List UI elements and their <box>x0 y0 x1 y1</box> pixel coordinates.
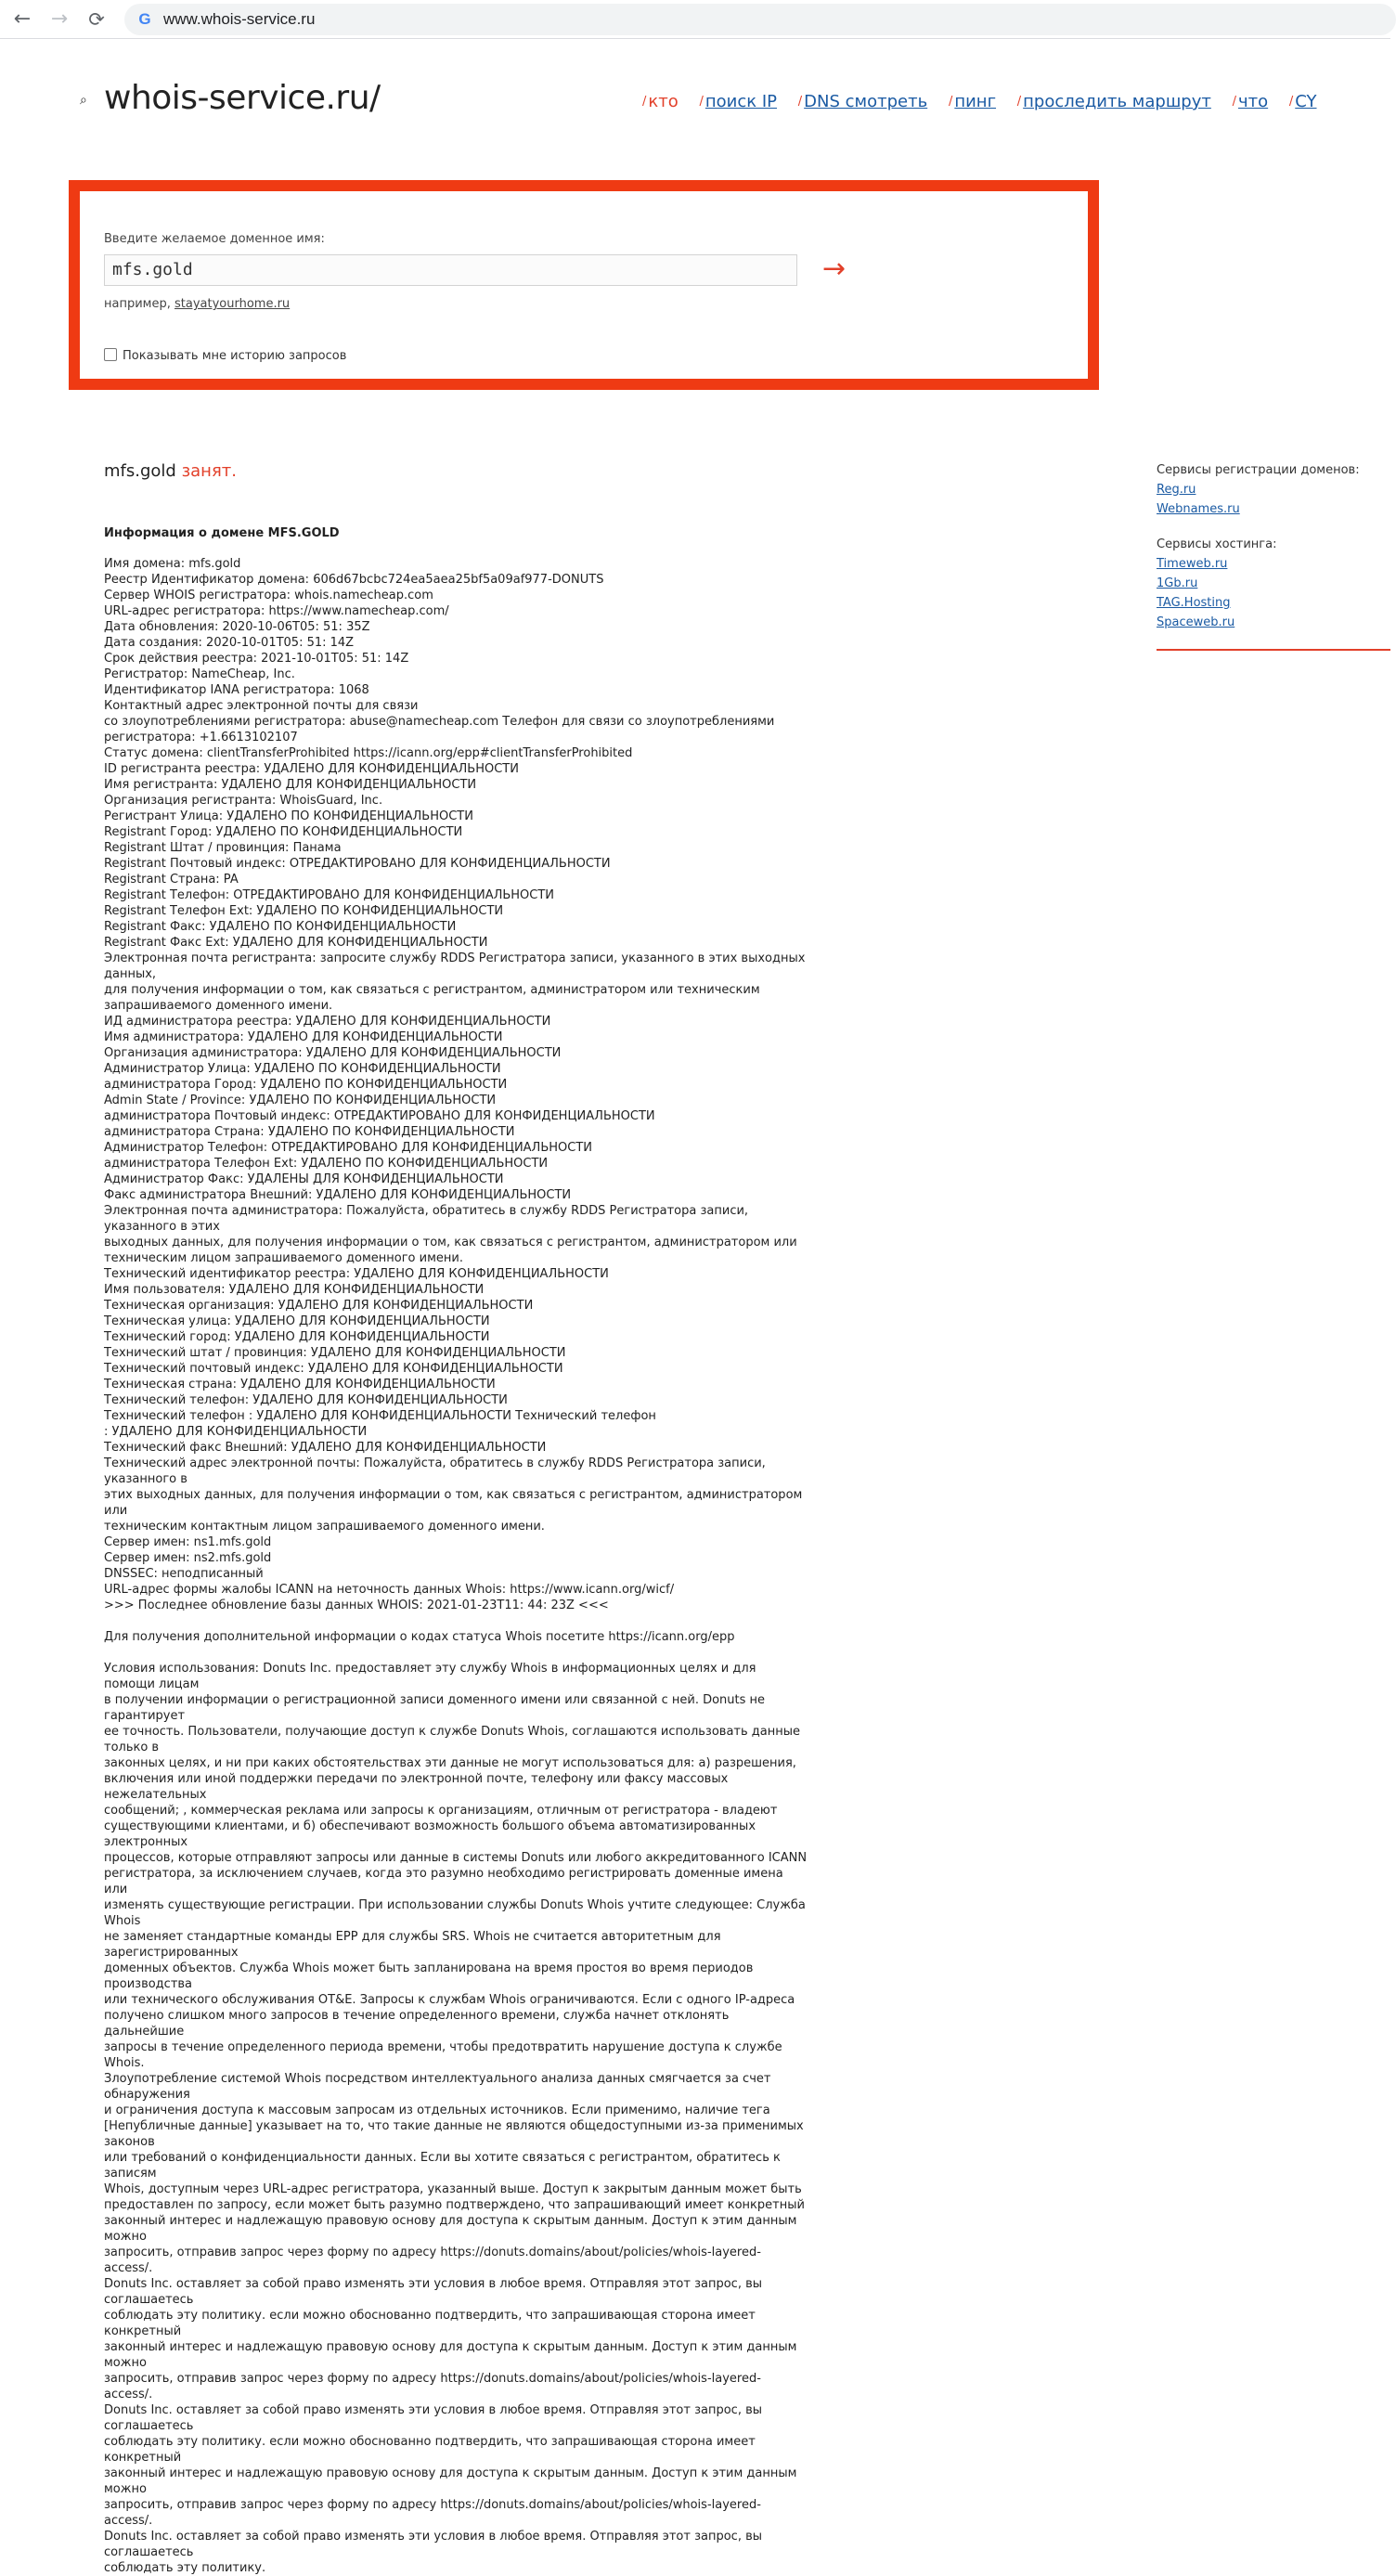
whois-line: администратора Город: УДАЛЕНО ПО КОНФИДЕНЦИАЛЬНОСТИ <box>104 1078 508 1092</box>
whois-line: включения или иной поддержки передачи по электронной почте, телефону или факсу массовых нежелательных <box>104 1772 732 1802</box>
whois-line: со злоупотреблениями регистратора: abuse@namecheap.com Телефон для связи со злоупотреблениями <box>104 715 775 729</box>
nav-link-ip-search[interactable]: / поиск IP <box>699 92 778 111</box>
nav-label: DNS смотреть <box>804 92 928 111</box>
example-link[interactable]: stayatyourhome.ru <box>174 297 291 311</box>
whois-line: Имя регистранта: УДАЛЕНО ДЛЯ КОНФИДЕНЦИАЛЬНОСТИ <box>104 778 477 792</box>
whois-line: Злоупотребление системой Whois посредством интеллектуального анализа данных смягчается за счет обнаружения <box>104 2072 775 2102</box>
whois-line: техническим контактным лицом запрашиваемого доменного имени. <box>104 1520 545 1534</box>
whois-line: Дата обновления: 2020-10-06T05: 51: 35Z <box>104 620 370 634</box>
address-bar[interactable] <box>124 4 1396 35</box>
whois-line: законный интерес и надлежащую правовую основу для доступа к скрытым данным. Доступ к этим данным можно <box>104 2340 801 2370</box>
whois-line: доменных объектов. Служба Whois может быть запланирована на время простоя во время периодов производства <box>104 1961 757 1991</box>
whois-line: URL-адрес формы жалобы ICANN на неточность данных Whois: https://www.icann.org/wicf/ <box>104 1583 675 1597</box>
whois-line: Registrant Факс: УДАЛЕНО ПО КОНФИДЕНЦИАЛЬНОСТИ <box>104 920 457 934</box>
whois-line: для получения информации о том, как связаться с регистрантом, администратором или техническим <box>104 983 760 997</box>
whois-line: Идентификатор IANA регистратора: 1068 <box>104 683 369 697</box>
whois-line: [Непубличные данные] указывает на то, что такие данные не являются общедоступными из-за применимых законов <box>104 2119 808 2149</box>
whois-line: Для получения дополнительной информации о кодах статуса Whois посетите https://icann.org/epp <box>104 1630 735 1644</box>
whois-line: запросить, отправив запрос через форму по адресу https://donuts.domains/about/policies/whois-layered-access/. <box>104 2372 761 2401</box>
whois-line: URL-адрес регистратора: https://www.namecheap.com/ <box>104 604 449 618</box>
whois-line: Срок действия реестра: 2021-10-01T05: 51: 14Z <box>104 652 409 666</box>
nav-link-ping[interactable]: / пинг <box>948 92 997 111</box>
whois-line: Registrant Город: УДАЛЕНО ПО КОНФИДЕНЦИАЛЬНОСТИ <box>104 825 463 839</box>
whois-line: Registrant Телефон: ОТРЕДАКТИРОВАНО ДЛЯ КОНФИДЕНЦИАЛЬНОСТИ <box>104 888 555 902</box>
whois-line: администратора Телефон Ext: УДАЛЕНО ПО КОНФИДЕНЦИАЛЬНОСТИ <box>104 1157 549 1171</box>
whois-line: Donuts Inc. оставляет за собой право изменять эти условия в любое время. Отправляя этот запрос, вы соглашаетесь <box>104 2403 767 2433</box>
whois-line: Registrant Телефон Ext: УДАЛЕНО ПО КОНФИДЕНЦИАЛЬНОСТИ <box>104 904 504 918</box>
whois-line: запросы в течение определенного периода времени, чтобы предотвратить нарушение доступа к службе Whois. <box>104 2040 786 2070</box>
nav-label: что <box>1238 92 1269 111</box>
result-status: занят. <box>181 461 237 481</box>
whois-line: Технический идентификатор реестра: УДАЛЕНО ДЛЯ КОНФИДЕНЦИАЛЬНОСТИ <box>104 1267 609 1281</box>
whois-line: Техническая улица: УДАЛЕНО ДЛЯ КОНФИДЕНЦИАЛЬНОСТИ <box>104 1314 490 1328</box>
whois-line: регистратора, за исключением случаев, когда это разумно необходимо регистрировать доменные имена или <box>104 1867 787 1896</box>
whois-line: Электронная почта регистранта: запросите службу RDDS Регистратора записи, указанного в этих выходных данных, <box>104 951 809 981</box>
whois-line: Donuts Inc. оставляет за собой право изменять эти условия в любое время. Отправляя этот запрос, вы соглашаетесь <box>104 2530 767 2559</box>
nav-label: кто <box>648 92 679 111</box>
sidebar-link-tag-hosting[interactable]: TAG.Hosting <box>1157 596 1231 610</box>
whois-line: Администратор Факс: УДАЛЕНЫ ДЛЯ КОНФИДЕНЦИАЛЬНОСТИ <box>104 1172 504 1186</box>
whois-line: Электронная почта администратора: Пожалуйста, обратитесь в службу RDDS Регистратора записи, указанного в этих <box>104 1204 753 1234</box>
whois-line: законный интерес и надлежащую правовую основу для доступа к скрытым данным. Доступ к этим данным можно <box>104 2214 801 2244</box>
top-navigation <box>642 90 1333 114</box>
whois-line: администратора Почтовый индекс: ОТРЕДАКТИРОВАНО ДЛЯ КОНФИДЕНЦИАЛЬНОСТИ <box>104 1109 655 1123</box>
whois-line: этих выходных данных, для получения информации о том, как связаться с регистрантом, администратором или <box>104 1488 807 1518</box>
whois-line: Registrant Страна: PA <box>104 873 239 887</box>
whois-line: >>> Последнее обновление базы данных WHOIS: 2021-01-23T11: 44: 23Z <<< <box>104 1599 609 1612</box>
whois-line <box>104 1613 809 1629</box>
whois-line: или требований о конфиденциальности данных. Если вы хотите связаться с регистрантом, обратитесь к записям <box>104 2151 784 2181</box>
result-heading <box>104 460 237 483</box>
whois-line: запросить, отправив запрос через форму по адресу https://donuts.domains/about/policies/whois-layered-access/. <box>104 2246 761 2275</box>
submit-arrow-icon[interactable]: → <box>822 252 847 285</box>
url-text[interactable]: www.whois-service.ru <box>163 10 316 28</box>
whois-line: Сервер имен: ns1.mfs.gold <box>104 1535 272 1549</box>
magnifier-icon: ⌕ <box>80 93 87 108</box>
whois-line: предоставлен по запросу, если может быть разумно подтверждено, что запрашивающий имеет конкретный <box>104 2198 805 2212</box>
sidebar-link-reg-ru[interactable]: Reg.ru <box>1157 483 1196 497</box>
domain-info-title: Информация о домене MFS.GOLD <box>104 526 340 540</box>
domain-input[interactable]: mfs.gold <box>104 254 797 286</box>
whois-line: Сервер WHOIS регистратора: whois.namecheap.com <box>104 589 433 602</box>
nav-label: пинг <box>954 92 997 111</box>
whois-line: существующими клиентами, и б) обеспечивают возможность большого объема автоматизированных электронных <box>104 1819 760 1849</box>
whois-line: запросить, отправив запрос через форму по адресу https://donuts.domains/about/policies/whois-layered-access/. <box>104 2498 761 2528</box>
nav-label: проследить маршрут <box>1023 92 1211 111</box>
whois-line: законный интерес и надлежащую правовую основу для доступа к скрытым данным. Доступ к этим данным можно <box>104 2466 801 2496</box>
sidebar-link-1gb[interactable]: 1Gb.ru <box>1157 576 1198 590</box>
whois-line: получено слишком много запросов в течение определенного времени, служба начнет отклонять дальнейшие <box>104 2009 733 2039</box>
nav-link-dns[interactable]: / DNS смотреть <box>797 92 928 111</box>
whois-line: Registrant Штат / провинция: Панама <box>104 841 342 855</box>
whois-line: Имя домена: mfs.gold <box>104 557 241 571</box>
whois-record <box>104 556 809 2576</box>
whois-line: ИД администратора реестра: УДАЛЕНО ДЛЯ КОНФИДЕНЦИАЛЬНОСТИ <box>104 1015 551 1029</box>
hosting-heading: Сервисы хостинга: <box>1157 537 1277 551</box>
whois-line: Дата создания: 2020-10-01T05: 51: 14Z <box>104 636 355 650</box>
domain-search-form <box>69 180 1099 390</box>
whois-line: техническим лицом запрашиваемого доменного имени. <box>104 1251 463 1265</box>
whois-line: Реестр Идентификатор домена: 606d67bcbc724ea5aea25bf5a09af977-DONUTS <box>104 573 604 587</box>
whois-line: сообщений; , коммерческая реклама или запросы к организациям, отличным от регистратора - владеют <box>104 1804 778 1818</box>
reload-icon[interactable]: ⟳ <box>88 8 105 31</box>
whois-line: Donuts Inc. оставляет за собой право изменять эти условия в любое время. Отправляя этот запрос, вы соглашаетесь <box>104 2277 767 2307</box>
whois-line: Admin State / Province: УДАЛЕНО ПО КОНФИДЕНЦИАЛЬНОСТИ <box>104 1094 497 1107</box>
whois-line: : УДАЛЕНО ДЛЯ КОНФИДЕНЦИАЛЬНОСТИ <box>104 1425 368 1439</box>
google-icon: G <box>138 10 151 28</box>
back-arrow-icon[interactable]: ← <box>13 7 32 31</box>
whois-line: Имя администратора: УДАЛЕНО ДЛЯ КОНФИДЕНЦИАЛЬНОСТИ <box>104 1030 503 1044</box>
example-prefix: например, <box>104 297 174 311</box>
whois-line: Организация администратора: УДАЛЕНО ДЛЯ КОНФИДЕНЦИАЛЬНОСТИ <box>104 1046 562 1060</box>
search-label: Введите желаемое доменное имя: <box>104 232 325 246</box>
registrars-heading: Сервисы регистрации доменов: <box>1157 463 1360 477</box>
whois-line: соблюдать эту политику. если можно обоснованно подтвердить, что запрашивающая сторона имеет конкретный <box>104 2435 759 2465</box>
nav-label: CY <box>1295 92 1317 111</box>
whois-line: не заменяет стандартные команды EPP для службы SRS. Whois не считается авторитетным для зарегистрированных <box>104 1930 725 1960</box>
whois-line: Технический телефон: УДАЛЕНО ДЛЯ КОНФИДЕНЦИАЛЬНОСТИ <box>104 1393 508 1407</box>
whois-line: или технического обслуживания OT&E. Запросы к службам Whois ограничиваются. Если с одного IP-адреса <box>104 1993 795 2007</box>
whois-line: Статус домена: clientTransferProhibited https://icann.org/epp#clientTransferProhibited <box>104 746 633 760</box>
whois-line: законных целях, и ни при каких обстоятельствах эти данные не могут использоваться для: а) разрешения, <box>104 1756 796 1770</box>
sidebar <box>1157 460 1390 632</box>
whois-line: ее точность. Пользователи, получающие доступ к службе Donuts Whois, соглашаются использовать данные только в <box>104 1725 805 1754</box>
whois-line: Регистрант Улица: УДАЛЕНО ПО КОНФИДЕНЦИАЛЬНОСТИ <box>104 809 473 823</box>
sidebar-link-spaceweb[interactable]: Spaceweb.ru <box>1157 615 1235 629</box>
whois-line: Техническая организация: УДАЛЕНО ДЛЯ КОНФИДЕНЦИАЛЬНОСТИ <box>104 1299 534 1313</box>
whois-line: Техническая страна: УДАЛЕНО ДЛЯ КОНФИДЕНЦИАЛЬНОСТИ <box>104 1378 496 1392</box>
whois-line: Whois, доступным через URL-адрес регистратора, указанный выше. Доступ к закрытым данным может быть <box>104 2182 802 2196</box>
whois-line: регистратора: +1.6613102107 <box>104 731 298 744</box>
site-logo[interactable]: whois-service.ru/ <box>104 79 381 117</box>
whois-line: администратора Страна: УДАЛЕНО ПО КОНФИДЕНЦИАЛЬНОСТИ <box>104 1125 515 1139</box>
nav-label: поиск IP <box>704 92 778 111</box>
history-option[interactable] <box>104 348 346 363</box>
sidebar-link-timeweb[interactable]: Timeweb.ru <box>1157 557 1228 571</box>
whois-line: и ограничения доступа к массовым запросам из отдельных источников. Если применимо, наличие тега <box>104 2104 770 2117</box>
browser-toolbar <box>0 0 1390 39</box>
whois-line: запрашиваемого доменного имени. <box>104 999 333 1013</box>
whois-line: соблюдать эту политику. <box>104 2561 266 2575</box>
nav-link-cy[interactable]: / CY <box>1288 92 1317 111</box>
whois-line: Технический почтовый индекс: УДАЛЕНО ДЛЯ КОНФИДЕНЦИАЛЬНОСТИ <box>104 1362 563 1376</box>
whois-line: Условия использования: Donuts Inc. предоставляет эту службу Whois в информационных целях и для помощи лицам <box>104 1662 760 1691</box>
sidebar-link-webnames[interactable]: Webnames.ru <box>1157 502 1240 516</box>
sidebar-divider <box>1157 649 1390 651</box>
nav-link-who[interactable]: / кто <box>642 92 679 111</box>
whois-line: Регистратор: NameCheap, Inc. <box>104 667 295 681</box>
nav-link-traceroute[interactable]: / проследить маршрут <box>1016 92 1211 111</box>
whois-line: Администратор Телефон: ОТРЕДАКТИРОВАНО ДЛЯ КОНФИДЕНЦИАЛЬНОСТИ <box>104 1141 593 1155</box>
whois-line: Организация регистранта: WhoisGuard, Inc. <box>104 794 383 808</box>
whois-line: процессов, которые отправляют запросы или данные в системы Donuts или любого аккредитованного ICANN <box>104 1851 808 1865</box>
history-checkbox[interactable] <box>104 348 117 361</box>
whois-line: выходных данных, для получения информации о том, как связаться с регистрантом, администратором или <box>104 1236 797 1249</box>
whois-line: Registrant Факс Ext: УДАЛЕНО ДЛЯ КОНФИДЕНЦИАЛЬНОСТИ <box>104 936 488 950</box>
whois-line: Сервер имен: ns2.mfs.gold <box>104 1551 272 1565</box>
whois-line: Администратор Улица: УДАЛЕНО ПО КОНФИДЕНЦИАЛЬНОСТИ <box>104 1062 501 1076</box>
forward-arrow-icon[interactable]: → <box>50 7 69 31</box>
whois-line: соблюдать эту политику. если можно обоснованно подтвердить, что запрашивающая сторона имеет конкретный <box>104 2309 759 2338</box>
whois-line: Технический город: УДАЛЕНО ДЛЯ КОНФИДЕНЦИАЛЬНОСТИ <box>104 1330 490 1344</box>
nav-link-what[interactable]: / что <box>1232 92 1269 111</box>
whois-line: изменять существующие регистрации. При использовании службы Donuts Whois учтите следующее: Служба Whois <box>104 1898 810 1928</box>
whois-line: в получении информации о регистрационной записи доменного имени или связанной с ней. Donuts не гарантирует <box>104 1693 769 1723</box>
history-label: Показывать мне историю запросов <box>123 349 347 363</box>
whois-line: Технический адрес электронной почты: Пожалуйста, обратитесь в службу RDDS Регистратора записи, указанного в <box>104 1456 769 1486</box>
whois-line: DNSSEC: неподписанный <box>104 1567 264 1581</box>
whois-line: Контактный адрес электронной почты для связи <box>104 699 419 713</box>
whois-line: Технический телефон : УДАЛЕНО ДЛЯ КОНФИДЕНЦИАЛЬНОСТИ Технический телефон <box>104 1409 656 1423</box>
whois-line: Registrant Почтовый индекс: ОТРЕДАКТИРОВАНО ДЛЯ КОНФИДЕНЦИАЛЬНОСТИ <box>104 857 611 871</box>
result-domain: mfs.gold <box>104 461 176 481</box>
example-hint <box>104 297 290 311</box>
whois-line: Факс администратора Внешний: УДАЛЕНО ДЛЯ КОНФИДЕНЦИАЛЬНОСТИ <box>104 1188 572 1202</box>
whois-line: Технический штат / провинция: УДАЛЕНО ДЛЯ КОНФИДЕНЦИАЛЬНОСТИ <box>104 1346 566 1360</box>
whois-line: Имя пользователя: УДАЛЕНО ДЛЯ КОНФИДЕНЦИАЛЬНОСТИ <box>104 1283 485 1297</box>
whois-line: ID регистранта реестра: УДАЛЕНО ДЛЯ КОНФИДЕНЦИАЛЬНОСТИ <box>104 762 519 776</box>
whois-line: Технический факс Внешний: УДАЛЕНО ДЛЯ КОНФИДЕНЦИАЛЬНОСТИ <box>104 1441 547 1455</box>
whois-line <box>104 1645 809 1661</box>
